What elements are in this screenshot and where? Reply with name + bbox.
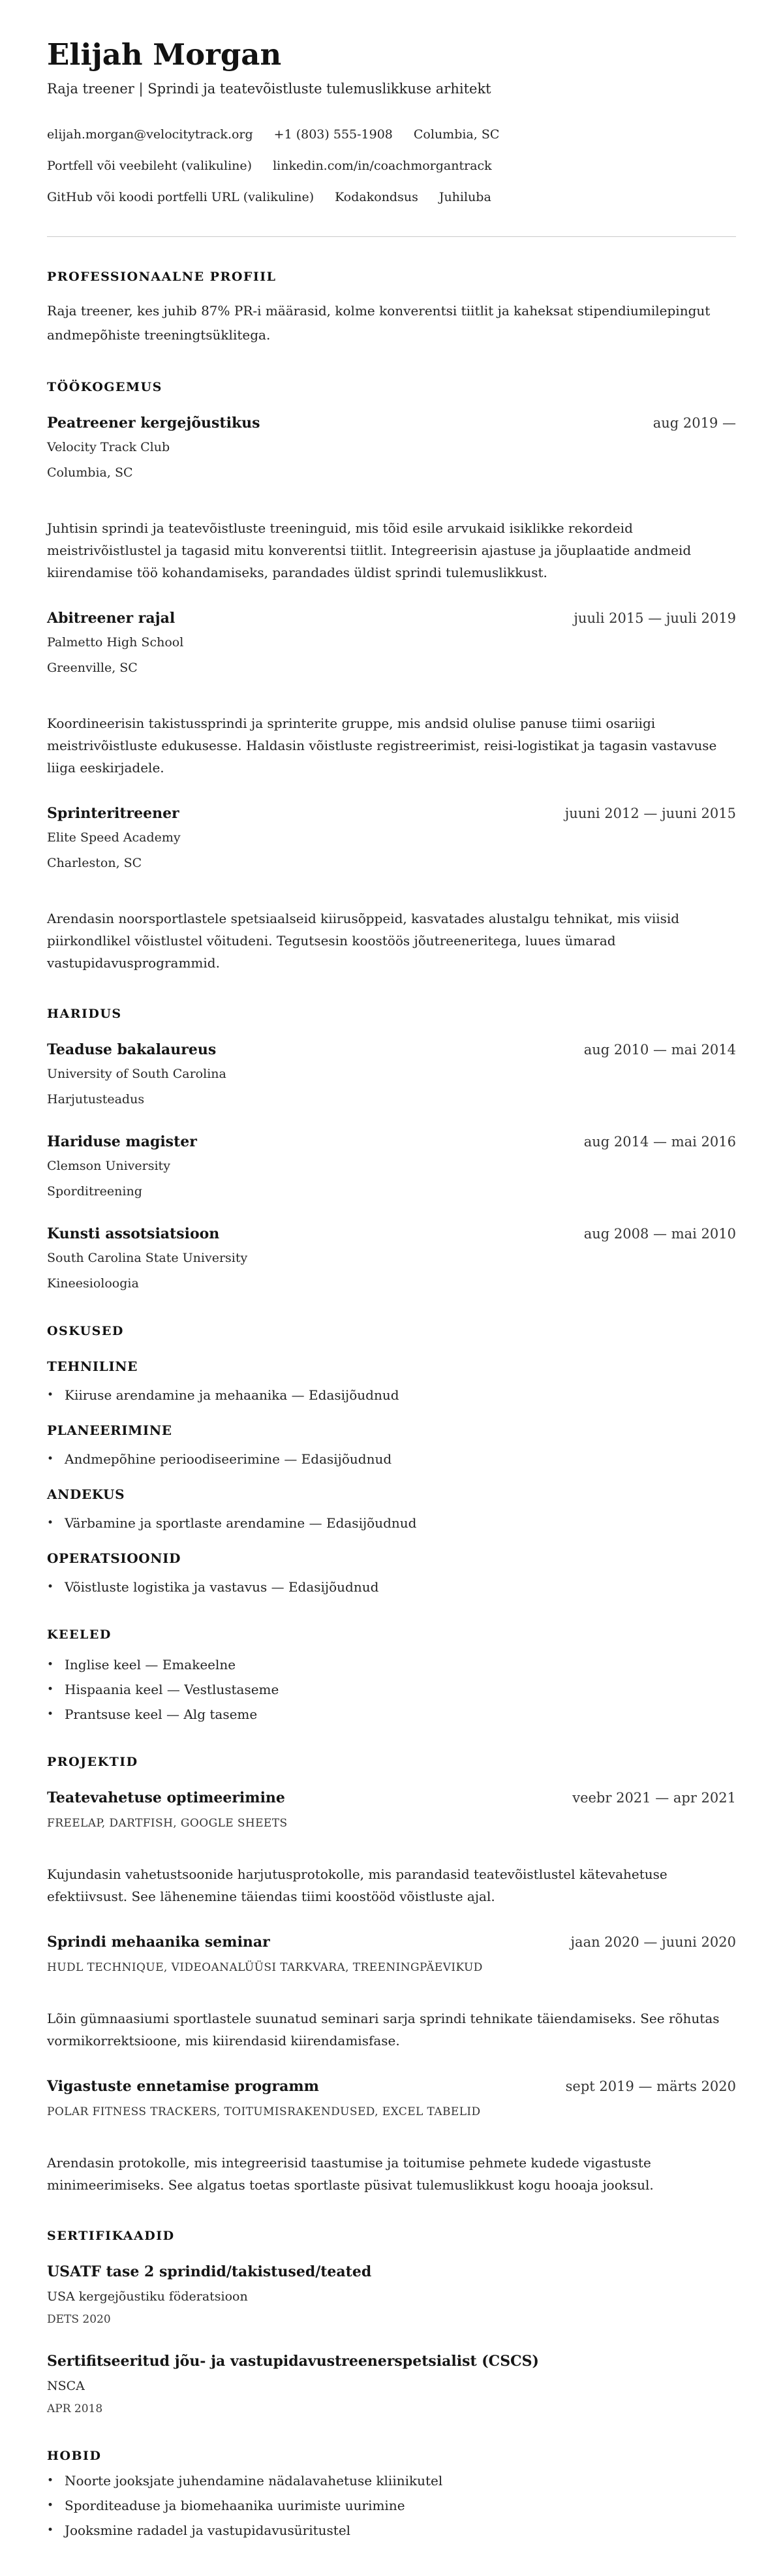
skills-group-label: OPERATSIOONID	[47, 1550, 181, 1566]
project-entry-header	[47, 2078, 736, 2095]
section-projects	[47, 1755, 736, 2196]
job-title: Sprinteritreener	[47, 805, 179, 822]
project-dates: sept 2019 — märts 2020	[565, 2079, 736, 2094]
section-heading-hobbies: HOBID	[47, 2449, 102, 2463]
section-heading-education: HARIDUS	[47, 1007, 122, 1021]
resume-header	[47, 38, 736, 237]
job-dates: juuli 2015 — juuli 2019	[574, 610, 736, 626]
job-company: Velocity Track Club	[47, 440, 170, 454]
section-heading-projects: PROJEKTID	[47, 1755, 138, 1769]
project-entry-header	[47, 1789, 736, 1806]
candidate-name: Elijah Morgan	[47, 37, 282, 72]
certification-title: Sertifitseeritud jõu- ja vastupidavustreenerspetsialist (CSCS)	[47, 2353, 539, 2370]
skills-group-label: ANDEKUS	[47, 1486, 125, 1502]
project-description: Arendasin protokolle, mis integreerisid taastumise ja toitumise pehmete kudede vigastuste minimeerimiseks. See algatus toetas sportlaste püsivat tulemuslikkust kogu hooaja jooksul.	[47, 2155, 654, 2193]
language-list	[47, 1657, 736, 1722]
header-divider	[47, 236, 736, 237]
section-profile	[47, 270, 736, 347]
section-heading-certifications: SERTIFIKAADID	[47, 2229, 175, 2243]
project-title: Vigastuste ennetamise programm	[47, 2078, 319, 2095]
degree-title: Kunsti assotsiatsioon	[47, 1225, 220, 1242]
project-description: Lõin gümnaasiumi sportlastele suunatud seminari sarja sprindi tehnikate täiendamiseks. See rõhutas vormikorrektsioone, mis kiirendasid kiirendamisfase.	[47, 2011, 720, 2049]
job-company: Palmetto High School	[47, 635, 184, 650]
education-entry	[47, 1133, 736, 1199]
contact-block	[47, 127, 736, 205]
job-description: Arendasin noorsportlastele spetsiaalseid kiirusõppeid, kasvatades alustalgu tehnikat, mis viisid piirkondlikel võistlustel võitudeni. Tegutsesin koostöös jõutreeneritega, luues ümarad vastupidavusprogrammid.	[47, 911, 680, 971]
certification-date: DETS 2020	[47, 2313, 111, 2326]
project-tech-stack: FREELAP, DARTFISH, GOOGLE SHEETS	[47, 1817, 288, 1830]
skills-group	[47, 1486, 736, 1531]
skills-group	[47, 1422, 736, 1467]
section-heading-skills: OSKUSED	[47, 1324, 124, 1338]
project-dates: jaan 2020 — juuni 2020	[570, 1934, 736, 1950]
certification-title: USATF tase 2 sprindid/takistused/teated	[47, 2263, 372, 2280]
project-entry-header	[47, 1934, 736, 1951]
job-description: Juhtisin sprindi ja teatevõistluste treeninguid, mis tõid esile arvukaid isiklikke rekordeid meistrivõistlustel ja tagasid mitu konverentsi tiitlit. Integreerisin ajastuse ja jõuplaatide andmeid kiirendamise töö kohandamiseks, parandades üldist sprindi tulemuslikkust.	[47, 520, 692, 580]
section-hobbies	[47, 2449, 736, 2538]
project-entry	[47, 1934, 736, 2052]
skill-item: • Võistluste logistika ja vastavus — Edasijõudnud	[47, 1579, 736, 1595]
project-entry	[47, 1789, 736, 1908]
section-experience	[47, 380, 736, 974]
project-dates: veebr 2021 — apr 2021	[572, 1790, 736, 1806]
education-dates: aug 2010 — mai 2014	[583, 1042, 736, 1058]
project-title: Teatevahetuse optimeerimine	[47, 1789, 285, 1806]
job-entry-header	[47, 805, 736, 822]
job-entry-header	[47, 610, 736, 627]
language-item: • Hispaania keel — Vestlustaseme	[47, 1682, 736, 1697]
certification-date: APR 2018	[47, 2402, 103, 2415]
email-text: elijah.morgan@velocitytrack.org	[47, 127, 253, 142]
phone-text: +1 (803) 555-1908	[273, 127, 393, 142]
job-dates: aug 2019 —	[652, 415, 736, 431]
job-location: Charleston, SC	[47, 856, 142, 870]
contact-row	[47, 159, 736, 174]
project-tech-stack: HUDL TECHNIQUE, VIDEOANALÜÜSI TARKVARA, TREENINGPÄEVIKUD	[47, 1961, 483, 1974]
field-of-study: Kineesioloogia	[47, 1276, 139, 1291]
section-languages	[47, 1627, 736, 1722]
skill-item: • Andmepõhine perioodiseerimine — Edasijõudnud	[47, 1451, 736, 1467]
candidate-headline: Raja treener | Sprindi ja teatevõistluste tulemuslikkuse arhitekt	[47, 81, 491, 97]
skills-group-label: PLANEERIMINE	[47, 1422, 172, 1438]
section-education	[47, 1007, 736, 1291]
section-heading-profile: PROFESSIONAALNE PROFIIL	[47, 270, 277, 284]
hobby-list	[47, 2473, 736, 2538]
section-certifications	[47, 2229, 736, 2416]
job-dates: juuni 2012 — juuni 2015	[564, 806, 736, 821]
job-title: Abitreener rajal	[47, 610, 176, 627]
skill-item: • Värbamine ja sportlaste arendamine — Edasijõudnud	[47, 1515, 736, 1531]
hobby-item: • Noorte jooksjate juhendamine nädalavahetuse kliinikutel	[47, 2473, 736, 2489]
education-dates: aug 2014 — mai 2016	[583, 1134, 736, 1150]
github-text: GitHub või koodi portfelli URL (valikuline)	[47, 190, 315, 204]
job-description: Koordineerisin takistussprindi ja sprinterite gruppe, mis andsid olulise panuse tiimi osariigi meistrivõistluste edukusesse. Haldasin võistluste registreerimist, reisi-logistikat ja tagasin vastavuse liiga eeskirjadele.	[47, 715, 717, 776]
school-name: South Carolina State University	[47, 1251, 248, 1265]
certification-entry	[47, 2353, 736, 2416]
certification-issuer: NSCA	[47, 2379, 85, 2393]
field-of-study: Sporditreening	[47, 1184, 142, 1199]
education-entry-header	[47, 1133, 736, 1150]
skills-group	[47, 1550, 736, 1595]
job-company: Elite Speed Academy	[47, 830, 181, 845]
job-entry	[47, 415, 736, 584]
school-name: Clemson University	[47, 1159, 170, 1173]
education-entry	[47, 1041, 736, 1107]
skill-item: • Kiiruse arendamine ja mehaanika — Edasijõudnud	[47, 1387, 736, 1403]
linkedin-text: linkedin.com/in/coachmorgantrack	[273, 159, 492, 173]
skills-group	[47, 1359, 736, 1403]
project-entry	[47, 2078, 736, 2196]
location-text: Columbia, SC	[413, 127, 500, 142]
section-heading-experience: TÖÖKOGEMUS	[47, 380, 162, 394]
education-entry-header	[47, 1225, 736, 1242]
job-location: Columbia, SC	[47, 465, 133, 480]
hobby-item: • Jooksmine radadel ja vastupidavusüritustel	[47, 2522, 736, 2538]
job-entry	[47, 805, 736, 974]
hobby-item: • Sporditeaduse ja biomehaanika uurimiste uurimine	[47, 2498, 736, 2513]
degree-title: Teaduse bakalaureus	[47, 1041, 217, 1058]
degree-title: Hariduse magister	[47, 1133, 197, 1150]
job-entry	[47, 610, 736, 779]
education-entry-header	[47, 1041, 736, 1058]
project-title: Sprindi mehaanika seminar	[47, 1934, 270, 1951]
education-entry	[47, 1225, 736, 1291]
education-dates: aug 2008 — mai 2010	[583, 1226, 736, 1242]
section-skills	[47, 1324, 736, 1595]
project-tech-stack: POLAR FITNESS TRACKERS, TOITUMISRAKENDUSED, EXCEL TABELID	[47, 2105, 481, 2118]
contact-row	[47, 190, 736, 205]
citizenship-text: Kodakondsus	[335, 190, 418, 204]
language-item: • Prantsuse keel — Alg taseme	[47, 1706, 736, 1722]
section-heading-languages: KEELED	[47, 1627, 112, 1642]
profile-summary: Raja treener, kes juhib 87% PR-i määrasid, kolme konverentsi tiitlit ja kaheksat stipendiumilepingut andmepõhiste treeningtsüklitega.	[47, 303, 711, 343]
portfolio-text: Portfell või veebileht (valikuline)	[47, 159, 253, 173]
job-location: Greenville, SC	[47, 661, 138, 675]
project-description: Kujundasin vahetustsoonide harjutusprotokolle, mis parandasid teatevõistlustel kätevahetuse efektiivsust. See lähenemine täiendas tiimi koostööd võistluste ajal.	[47, 1866, 668, 1904]
field-of-study: Harjutusteadus	[47, 1092, 145, 1107]
certification-issuer: USA kergejõustiku föderatsioon	[47, 2289, 248, 2304]
certification-entry	[47, 2263, 736, 2327]
contact-row	[47, 127, 736, 142]
drivers-license-text: Juhiluba	[438, 190, 491, 204]
school-name: University of South Carolina	[47, 1067, 226, 1081]
job-entry-header	[47, 415, 736, 432]
job-title: Peatreener kergejõustikus	[47, 415, 260, 432]
skills-group-label: TEHNILINE	[47, 1359, 138, 1374]
language-item: • Inglise keel — Emakeelne	[47, 1657, 736, 1673]
